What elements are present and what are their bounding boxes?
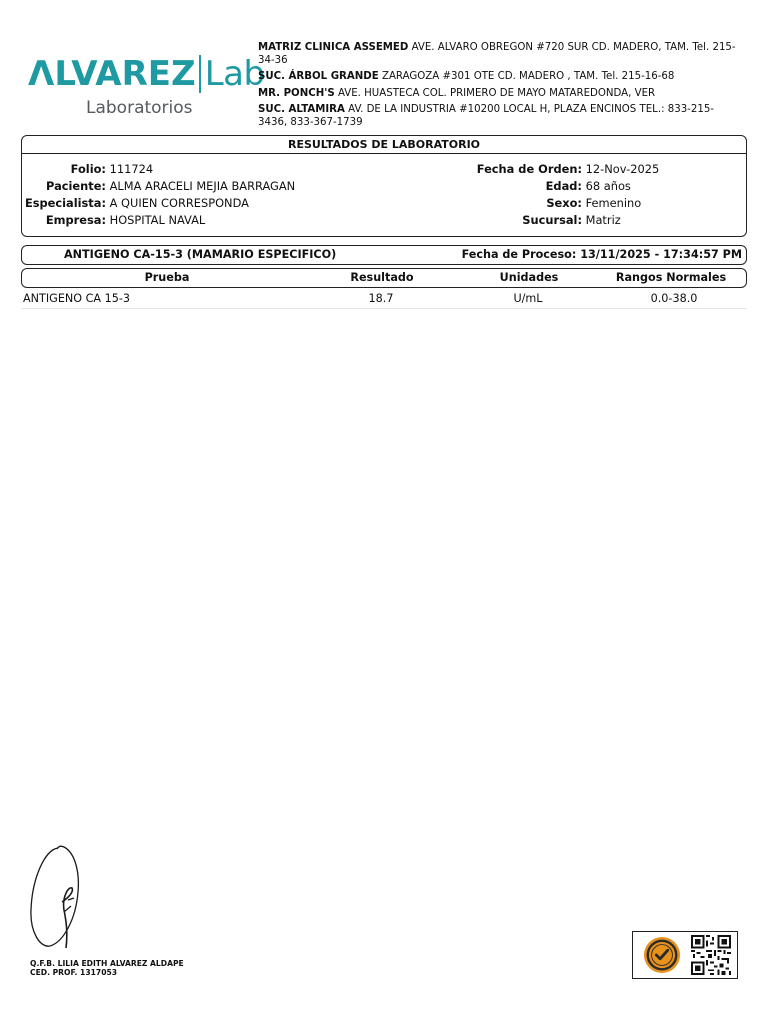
order-date-field: Fecha de Orden: 12-Nov-2025 bbox=[476, 162, 660, 176]
branch-field: Sucursal: Matriz bbox=[522, 213, 621, 227]
certification-box bbox=[632, 931, 738, 979]
cell-resultado: 18.7 bbox=[368, 292, 394, 305]
col-unidades: Unidades bbox=[499, 271, 559, 284]
company-logo bbox=[28, 54, 265, 124]
signer-name: Q.F.B. LILIA EDITH ALVAREZ ALDAPE bbox=[30, 959, 184, 968]
study-header bbox=[21, 245, 747, 265]
patient-info-box bbox=[21, 135, 747, 237]
certified-seal-icon bbox=[643, 936, 681, 974]
signer-info bbox=[30, 959, 184, 977]
address-arbol-grande: SUC. ÁRBOL GRANDE ZARAGOZA #301 OTE CD. MADERO , TAM. Tel. 215-16-68 bbox=[258, 71, 675, 82]
col-resultado: Resultado bbox=[350, 271, 414, 284]
cell-unidades: U/mL bbox=[513, 292, 543, 305]
folio-field: Folio: 111724 bbox=[70, 162, 154, 176]
col-prueba: Prueba bbox=[144, 271, 190, 284]
table-row bbox=[21, 290, 747, 309]
signature-image bbox=[24, 840, 94, 955]
col-rangos: Rangos Normales bbox=[615, 271, 727, 284]
cell-prueba: ANTIGENO CA 15-3 bbox=[23, 292, 131, 305]
qr-code-icon bbox=[691, 935, 731, 975]
logo-divider bbox=[199, 55, 201, 93]
study-name: ANTIGENO CA-15-3 (MAMARIO ESPECIFICO) bbox=[64, 248, 337, 261]
cell-rangos: 0.0-38.0 bbox=[650, 292, 698, 305]
logo-wordmark bbox=[28, 54, 265, 94]
patient-field: Paciente: ALMA ARACELI MEJIA BARRAGAN bbox=[46, 179, 296, 193]
address-altamira: SUC. ALTAMIRA AV. DE LA INDUSTRIA #10200 LOCAL H, PLAZA ENCINOS TEL.: 833-215-3436, 833-367-1739 bbox=[258, 104, 714, 128]
results-table-header bbox=[21, 268, 747, 288]
sex-field: Sexo: Femenino bbox=[546, 196, 642, 210]
logo-brand: ΛLVAREZ bbox=[28, 54, 196, 94]
address-mr-ponchs: MR. PONCH'S AVE. HUASTECA COL. PRIMERO DE MAYO MATAREDONDA, VER bbox=[258, 87, 656, 99]
logo-subtitle: Laboratorios bbox=[86, 98, 193, 118]
results-title: RESULTADOS DE LABORATORIO bbox=[22, 136, 746, 154]
specialist-field: Especialista: A QUIEN CORRESPONDA bbox=[24, 196, 249, 210]
company-field: Empresa: HOSPITAL NAVAL bbox=[45, 213, 206, 227]
signer-license: CED. PROF. 1317053 bbox=[30, 968, 118, 977]
logo-lab: Lab bbox=[204, 54, 265, 94]
process-date: Fecha de Proceso: 13/11/2025 - 17:34:57 PM bbox=[461, 248, 742, 261]
age-field: Edad: 68 años bbox=[545, 179, 631, 193]
branch-addresses bbox=[258, 42, 738, 133]
address-matriz: MATRIZ CLINICA ASSEMED AVE. ALVARO OBREGON #720 SUR CD. MADERO, TAM. Tel. 215-34-36 bbox=[258, 42, 736, 66]
